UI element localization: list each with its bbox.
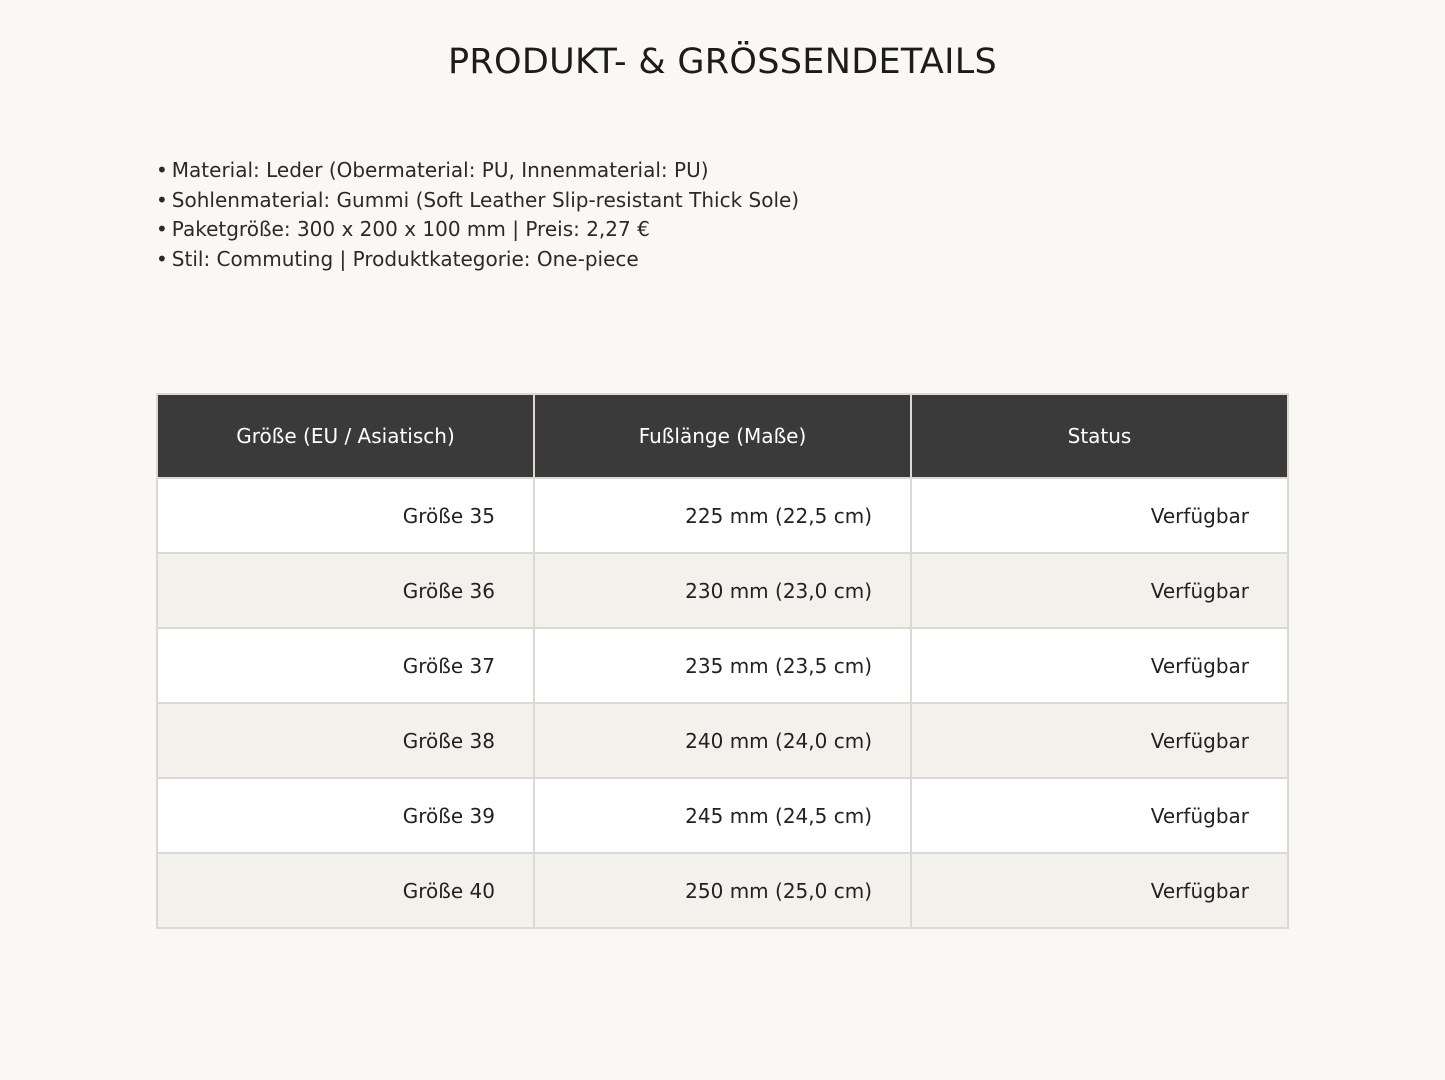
- cell-size: Größe 36: [157, 553, 534, 628]
- detail-text: Sohlenmaterial: Gummi (Soft Leather Slip-resistant Thick Sole): [171, 187, 800, 212]
- table-row: [157, 778, 1288, 853]
- cell-size: Größe 35: [157, 478, 534, 553]
- page-title: PRODUKT- & GRÖSSENDETAILS: [447, 42, 998, 82]
- cell-size: Größe 40: [157, 853, 534, 928]
- cell-size: Größe 39: [157, 778, 534, 853]
- table-row: [157, 853, 1288, 928]
- bullet: •: [156, 187, 168, 212]
- cell-status: Verfügbar: [911, 703, 1288, 778]
- cell-foot-length: 235 mm (23,5 cm): [534, 628, 911, 703]
- cell-foot-length: 230 mm (23,0 cm): [534, 553, 911, 628]
- table-row: [157, 553, 1288, 628]
- header-size: Größe (EU / Asiatisch): [157, 394, 534, 478]
- detail-text: Stil: Commuting | Produktkategorie: One-piece: [171, 246, 639, 271]
- cell-foot-length: 225 mm (22,5 cm): [534, 478, 911, 553]
- detail-sole: [156, 186, 799, 216]
- table-row: [157, 478, 1288, 553]
- detail-text: Material: Leder (Obermaterial: PU, Innenmaterial: PU): [171, 158, 709, 182]
- product-details-list: [156, 156, 799, 274]
- cell-status: Verfügbar: [911, 553, 1288, 628]
- bullet: •: [156, 246, 168, 271]
- cell-status: Verfügbar: [911, 628, 1288, 703]
- cell-status: Verfügbar: [911, 853, 1288, 928]
- table-row: [157, 703, 1288, 778]
- detail-style: [156, 245, 799, 275]
- bullet: •: [156, 158, 168, 182]
- size-table-body: [157, 478, 1288, 928]
- detail-package: [156, 215, 799, 245]
- cell-status: Verfügbar: [911, 778, 1288, 853]
- detail-material: [156, 156, 799, 186]
- size-table-header: [157, 394, 1288, 478]
- cell-size: Größe 38: [157, 703, 534, 778]
- cell-foot-length: 250 mm (25,0 cm): [534, 853, 911, 928]
- bullet: •: [156, 217, 168, 241]
- header-foot-length: Fußlänge (Maße): [534, 394, 911, 478]
- header-status: Status: [911, 394, 1288, 478]
- header-row: [157, 394, 1288, 478]
- table-row: [157, 628, 1288, 703]
- cell-foot-length: 240 mm (24,0 cm): [534, 703, 911, 778]
- size-table: [156, 393, 1289, 929]
- cell-size: Größe 37: [157, 628, 534, 703]
- detail-text: Paketgröße: 300 x 200 x 100 mm | Preis: 2,27 €: [171, 217, 650, 241]
- cell-status: Verfügbar: [911, 478, 1288, 553]
- cell-foot-length: 245 mm (24,5 cm): [534, 778, 911, 853]
